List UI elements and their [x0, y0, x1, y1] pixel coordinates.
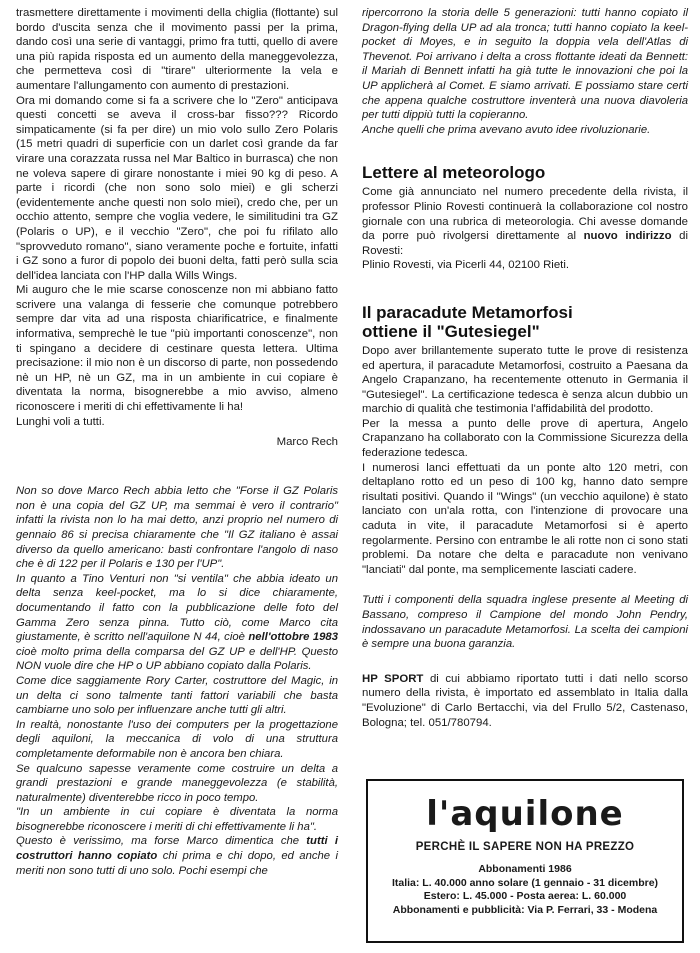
parachute-paragraph: Dopo aver brillantemente superato tutte le prove di resistenza ed apertura, il paracadute Metamorfosi, costruito a Paesana da Angelo Crapanzano, ha recentemente ottenuto in Germania il "Gutesiegel". La certificazione tedesca è senza alcun dubbio un marchio di qualità che testimonia l'affidabilità del prodotto.	[362, 344, 688, 416]
parachute-note: Tutti i componenti della squadra inglese presente al Meeting di Bassano, compreso il Campione del mondo John Pendry, indossavano un paracadute Metamorfosi. La scelta dei campioni è sempre una buona garanzia.	[362, 594, 688, 651]
spacer	[362, 577, 688, 593]
left-column	[16, 6, 338, 878]
spacer	[362, 652, 688, 672]
letter-paragraph: Ora mi domando come si fa a scrivere che lo "Zero" anticipava questi concetti se aveva il cross-bar fisso??? Ricordo simpaticamente (si fa per dire) un mio volo sullo Zero Polaris (15 metri quadri di superficie con un darlet così grande da far virare una corazzata russa nel Mar Baltico in burrasca) che non ne voleva sapere di girare nonostante i miei 90 kg di peso. A parte i ricordi (che non sono solo miei) e gli scherzi (evidentemente anche questi non solo miei), credo che, per un occhio attento, sempre che voglia vedere, le similitudini tra GZ (Polaris o UP), e il vecchio "Zero", che poi fu rifilato allo "sprovveduto romano", siano veramente poche e fortuite, infatti i GZ sono a furor di popolo dei buoni delta, fatti però sulla scia dell'idea lanciata con l'HP dalla Wills Wings.	[16, 94, 338, 282]
meteo-text	[362, 185, 688, 258]
reply-paragraph	[16, 572, 338, 674]
spacer	[16, 448, 338, 484]
parachute-heading-line: Il paracadute Metamorfosi	[362, 302, 573, 322]
reply-bold-text: nell'ottobre 1983	[248, 631, 339, 644]
ad-price-estero: Estero: L. 45.000 - Posta aerea: L. 60.000	[423, 890, 627, 902]
parachute-heading	[362, 303, 688, 341]
meteo-heading: Lettere al meteorologo	[362, 163, 546, 183]
spacer	[362, 137, 688, 163]
reply-text: chi prima e chi dopo, ed anche i meriti non sono tutti di uno solo. Pochi esempi che	[16, 850, 338, 877]
reply-continuation: ripercorrono la storia delle 5 generazioni: tutti hanno copiato il Dragon-flying della UP ad ala tronca; tutti hanno copiato la keel-pocket di Moyes, e in seguito la doppia vela dell'Atlas di Thevenot. Poi arrivano i delta a cross flottante ideati da Bennett: il Mariah di Bennett infatti ha già tutte le innovazioni che poi la UP applicherà al Comet. E siamo arrivati. E possiamo stare certi che appena qualche costruttore inventerà una nuova diavoleria per tutti dippiù tutti la copieranno.	[362, 7, 688, 122]
reply-paragraph: Non so dove Marco Rech abbia letto che "Forse il GZ Polaris non è una copia del GZ UP, ma semmai è vero il contrario" infatti la rivista non lo ha mai detto, anzi proprio nel numero di gennaio 86 si precisa chiaramente che "Il GZ italiano è assai diverso da quello americano: basti confrontare l'angolo di naso che è di 122 per il Polaris e 130 per l'UP".	[16, 485, 338, 571]
parachute-paragraph: Per la messa a punto delle prove di apertura, Angelo Crapanzano ha collaborato con la Commissione Sicurezza della federazione tedesca.	[362, 417, 688, 460]
subscription-ad	[366, 779, 684, 943]
meteo-text-part: di Rovesti:	[362, 230, 688, 257]
ad-slogan: PERCHÈ IL SAPERE NON HA PREZZO	[415, 841, 635, 853]
reply-paragraph	[16, 834, 338, 878]
reply-text: cioè molto prima della comparsa del GZ UP e dell'HP. Questo NON vuole dire che HP o UP abbiano copiato dalla Polaris.	[16, 645, 338, 673]
ad-contact: Abbonamenti e pubblicità: Via P. Ferrari, 33 - Modena	[392, 903, 658, 916]
reply-text: In quanto a Tino Venturi non "si ventila" che abbia ideato un delta senza keel-pocket, ma lo si dice chiaramente, documentando il fatto con la pubblicazione delle foto del Gamma Zero senza pinna. Tutto ciò, come Marco cita giustamente, è scritto nell'aquilone N 44, cioè	[16, 572, 338, 644]
meteo-text-part: Come già annunciato nel numero precedente della rivista, il professor Plinio Rovesti continuerà la collaborazione col nostro giornale con una rubrica di meteorologia. Chi avesse domande da porre può rivolgersi direttamente al	[362, 186, 688, 243]
parachute-heading-line: ottiene il "Gutesiegel"	[362, 321, 540, 341]
reply-paragraph: "In un ambiente in cui copiare è diventata la norma bisognerebbe riconoscere i meriti di chi effettivamente li ha".	[16, 806, 338, 833]
parachute-paragraph: I numerosi lanci effettuati da un ponte alto 120 metri, con deltaplano rotto ed un peso di 100 kg, hanno dato sempre risultati positivi. Quando il "Wings" (un vecchio aquilone) è stato lanciato con un'ala rotta, con l'intenzione di provocare una caduta in vite, il paracadute Metamorfosi si è aperto regolarmente. Persino con entrambe le ali rotte non ci sono stati problemi. Da notare che delta e paracadute non venivano "lanciati" dal ponte, ma semplicemente lasciati cadere.	[362, 461, 688, 576]
reply-text: Questo è verissimo, ma forse Marco dimentica che	[16, 835, 307, 848]
meteo-address: Plinio Rovesti, via Picerli 44, 02100 Rieti.	[362, 259, 570, 272]
letter-closing: Lunghi voli a tutti.	[16, 415, 105, 428]
right-column	[362, 6, 688, 730]
meteo-address-label: nuovo indirizzo	[583, 230, 672, 243]
reply-paragraph: Come dice saggiamente Rory Carter, costruttore del Magic, in un delta ci sono talmente tanti fattori variabili che basta cambiarne uno solo per influenzare anche tutti gli altri.	[16, 674, 338, 717]
editor-reply	[16, 484, 338, 878]
reply-paragraph: In realtà, nonostante l'uso dei computers per la progettazione degli aquiloni, la meccanica di volo di una struttura completamente deformabile non è ancora ben chiara.	[16, 718, 338, 760]
reply-ending: Anche quelli che prima avevano avuto idee rivoluzionarie.	[362, 123, 651, 136]
hp-sport-note	[362, 672, 688, 730]
letter-signature: Marco Rech	[276, 436, 338, 449]
ad-subscription-title: Abbonamenti 1986	[478, 863, 572, 875]
reply-paragraph: Se qualcuno sapesse veramente come costruire un delta a grandi prestazioni e grande maneggevolezza (e stabilità, naturalmente) diventerebbe ricco in poco tempo.	[16, 762, 338, 804]
spacer	[362, 273, 688, 303]
hp-sport-label: HP SPORT	[362, 672, 424, 685]
reply-bold-text: tutti i costruttori hanno copiato	[16, 835, 338, 863]
letter-paragraph: trasmettere direttamente i movimenti della chiglia (flottante) sul bordo d'uscita senza che il movimento passi per la prima, dando così una serie di vantaggi, primo fra tutti, quello di avere una più rapida risposta ed un aumento della maneggevolezza, che permetteva così di "tirare" ulteriormente la vela e aumentare l'allungamento con aumento di prestazioni.	[16, 7, 338, 92]
hp-sport-text: di cui abbiamo riportato tutti i dati nello scorso numero della rivista, è importato ed assemblato in Italia dalla "Evoluzione" di Carlo Bertacchi, via del Frullo 5/2, Castenaso, Bologna; tel. 051/780794.	[362, 672, 688, 729]
ad-price-italia: Italia: L. 40.000 anno solare (1 gennaio - 31 dicembre)	[391, 876, 659, 889]
aquilone-logo: l'aquilone	[426, 794, 624, 834]
letter-paragraph: Mi auguro che le mie scarse conoscenze non mi abbiano fatto scrivere una valanga di fesserie che comunque potrebbero sempre dar vita ad una risposta chiarificatrice, e finalmente informativa, semprechè le tue "più importanti conoscenze", non ti spingano a decidere di cestinare questa lettera. Ultima precisazione: il mio non è un discorso di parte, non possedendo nè un HP, nè un GZ, ma in un ambiente in cui copiare è diventata la norma, bisognerebbe a mio avviso, almeno riconoscere i meriti di chi effettivamente li ha!	[16, 284, 338, 414]
